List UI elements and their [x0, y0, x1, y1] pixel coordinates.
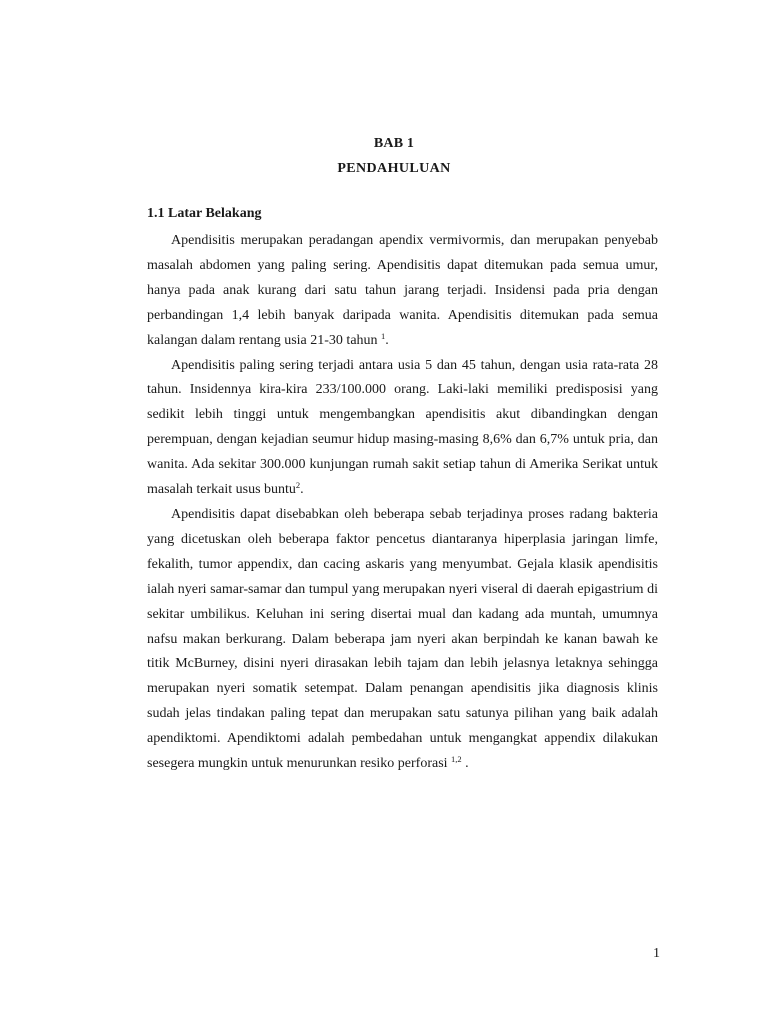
paragraph-tail: .: [385, 332, 389, 348]
citation-ref: 2: [295, 480, 301, 491]
citation-ref: 1,2: [451, 754, 462, 765]
citation-ref: 1: [381, 330, 386, 341]
body-text: [147, 229, 658, 777]
paragraph-text: Apendisitis dapat disebabkan oleh beberapa sebab terjadinya proses radang bakteria yang dicetuskan oleh beberapa faktor pencetus diantaranya hiperplasia jaringan limfe, fekalith, tumor appendix, dan cacing askaris yang menyumbat. Gejala klasik apendisitis ialah nyeri samar-samar dan tumpul yang merupakan nyeri viseral di daerah epigastrium di sekitar umbilikus. Keluhan ini sering disertai mual dan kadang ada muntah, umumnya nafsu makan berkurang. Dalam beberapa jam nyeri akan berpindah ke kanan bawah ke titik McBurney, disini nyeri dirasakan lebih tajam dan lebih jelasnya letaknya sehingga merupakan nyeri somatik setempat. Dalam penangan apendisitis jika diagnosis klinis sudah jelas tindakan paling tepat dan merupakan satu satunya pilihan yang baik adalah apendiktomi. Apendiktomi adalah pembedahan untuk mengangkat appendix dilakukan sesegera mungkin untuk menurunkan resiko perforasi: [147, 506, 658, 772]
paragraph-text: Apendisitis paling sering terjadi antara usia 5 dan 45 tahun, dengan usia rata-rata 28 tahun. Insidennya kira-kira 233/100.000 orang. Laki-laki memiliki predisposisi yang sedikit lebih tinggi untuk mengembangkan apendisitis akut dibandingkan dengan perempuan, dengan kejadian seumur hidup masing-masing 8,6% dan 6,7% untuk pria, dan wanita. Ada sekitar 300.000 kunjungan rumah sakit setiap tahun di Amerika Serikat untuk masalah terkait usus buntu: [147, 357, 658, 498]
paragraph-1: [147, 229, 658, 354]
paragraph-tail: .: [461, 756, 469, 772]
page-number: 1: [653, 946, 660, 961]
chapter-number: BAB 1: [373, 136, 415, 151]
chapter-title: PENDAHULUAN: [337, 161, 451, 176]
paragraph-text: Apendisitis merupakan peradangan apendix vermivormis, dan merupakan penyebab masalah abdomen yang paling sering. Apendisitis dapat ditemukan pada semua umur, hanya pada anak kurang dari satu tahun jarang terjadi. Insidensi pada pria dengan perbandingan 1,4 lebih banyak daripada wanita. Apendisitis ditemukan pada semua kalangan dalam rentang usia 21-30 tahun: [147, 233, 658, 348]
section-heading: 1.1 Latar Belakang: [147, 206, 262, 221]
paragraph-2: [147, 354, 658, 503]
paragraph-3: [147, 503, 658, 777]
paragraph-tail: .: [300, 482, 304, 498]
